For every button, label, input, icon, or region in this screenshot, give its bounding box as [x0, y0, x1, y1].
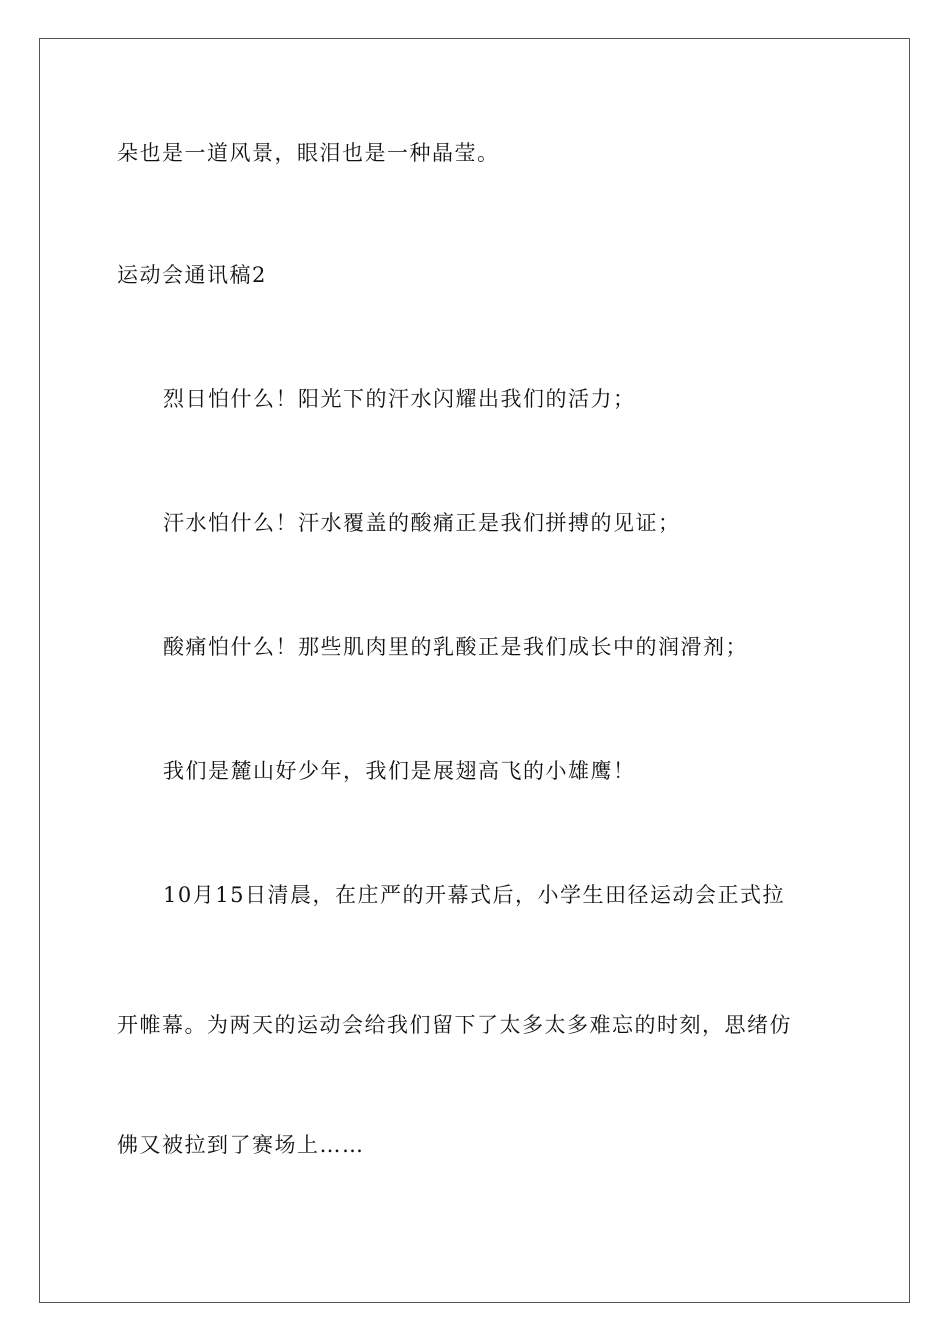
text-line-continuation: 朵也是一道风景，眼泪也是一种晶莹。	[117, 141, 500, 165]
page-border	[39, 38, 910, 1303]
paragraph-line: 我们是麓山好少年，我们是展翅高飞的小雄鹰！	[163, 759, 636, 783]
paragraph-line: 开帷幕。为两天的运动会给我们留下了太多太多难忘的时刻，思绪仿	[117, 1013, 792, 1037]
paragraph-line: 汗水怕什么！汗水覆盖的酸痛正是我们拼搏的见证；	[163, 511, 681, 535]
paragraph-line: 烈日怕什么！阳光下的汗水闪耀出我们的活力；	[163, 387, 636, 411]
paragraph-line: 10月15日清晨，在庄严的开幕式后，小学生田径运动会正式拉	[163, 883, 785, 907]
paragraph-line: 佛又被拉到了赛场上……	[117, 1133, 365, 1157]
paragraph-line: 酸痛怕什么！那些肌肉里的乳酸正是我们成长中的润滑剂；	[163, 635, 748, 659]
section-heading: 运动会通讯稿2	[117, 263, 267, 287]
